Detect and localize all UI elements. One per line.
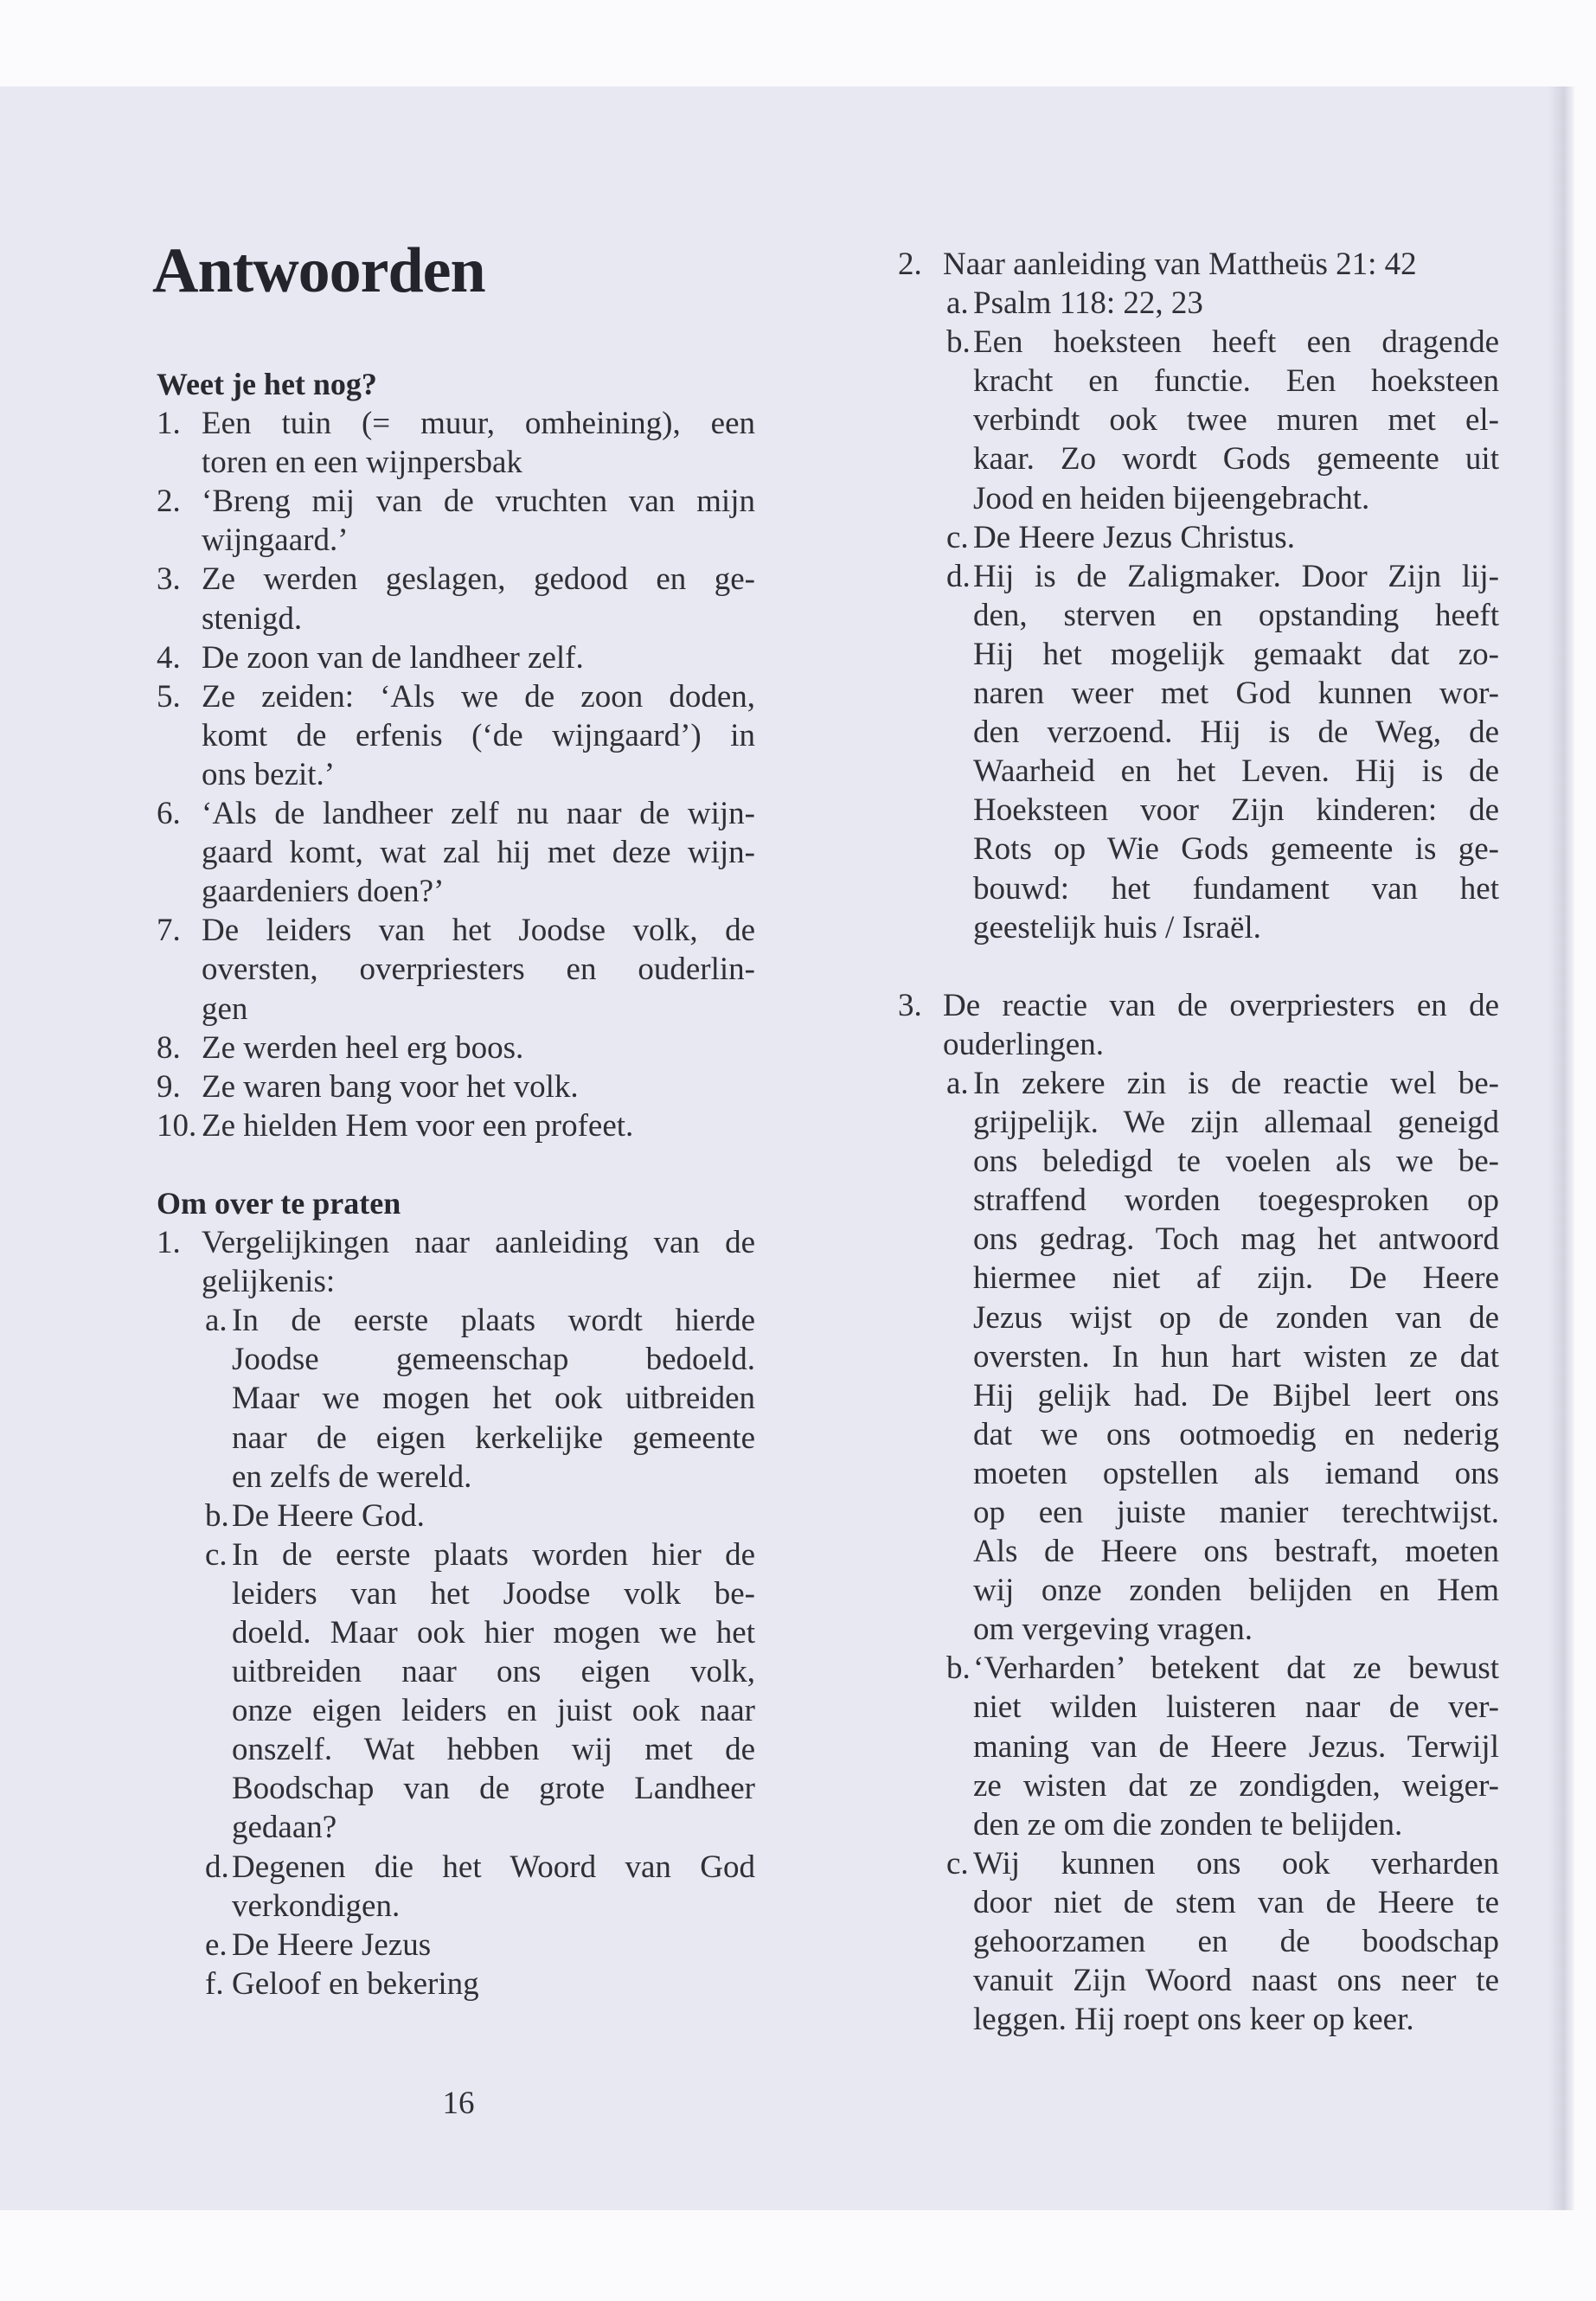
text-line: Joodse gemeenschap bedoeld. <box>232 1342 755 1378</box>
answer-subitem <box>157 1926 755 1965</box>
text-line: naar de eigen kerkelijke gemeente <box>232 1420 755 1456</box>
spacer <box>157 1145 755 1184</box>
text-line: Een hoeksteen heeft een dragende <box>973 324 1499 361</box>
item-marker: a. <box>946 1065 969 1101</box>
text-line: Waarheid en het Leven. Hij is de <box>973 753 1499 790</box>
text-line: kracht en functie. Een hoeksteen <box>973 363 1499 400</box>
text-line: ‘Breng mij van de vruchten van mijn <box>202 484 755 520</box>
text-line: Hij gelijk had. De Bijbel leert ons <box>973 1377 1499 1413</box>
text-line: grijpelijk. We zijn allemaal geneigd <box>973 1105 1499 1141</box>
text-line: hiermee niet af zijn. De Heere <box>973 1260 1499 1297</box>
text-line: ze wisten dat ze zondigden, weiger- <box>973 1767 1499 1804</box>
text-line: De zoon van de landheer zelf. <box>202 639 584 676</box>
text-line: gelijkenis: <box>202 1264 336 1300</box>
answer-item <box>898 986 1499 1064</box>
text-line: onze eigen leiders en juist ook naar <box>232 1693 755 1729</box>
answer-item <box>157 911 755 1028</box>
item-marker: f. <box>205 1965 224 2002</box>
text-line: om vergeving vragen. <box>973 1612 1253 1648</box>
text-line: oversten, overpriesters en ouderlin- <box>202 952 755 988</box>
text-line: vanuit Zijn Woord naast ons neer te <box>973 1963 1499 1999</box>
answer-item <box>157 1067 755 1106</box>
text-line: De Heere God. <box>232 1497 425 1534</box>
text-line: ons gedrag. Toch mag het antwoord <box>973 1221 1499 1258</box>
text-line: Ze werden geslagen, gedood en ge- <box>202 561 755 598</box>
text-line: Vergelijkingen naar aanleiding van de <box>202 1225 755 1261</box>
text-line: Hoeksteen voor Zijn kinderen: de <box>973 792 1499 829</box>
text-line: De leiders van het Joodse volk, de <box>202 913 755 949</box>
text-line: bouwd: het fundament van het <box>973 870 1499 907</box>
text-line: gedaan? <box>232 1810 337 1846</box>
answer-item <box>157 677 755 794</box>
text-line: Ze hielden Hem voor een profeet. <box>202 1107 634 1144</box>
text-line: Wij kunnen ons ook verharden <box>973 1845 1499 1881</box>
text-line: Hij het mogelijk gemaakt dat zo- <box>973 636 1499 672</box>
text-line: toren en een wijnpersbak <box>202 445 522 481</box>
answer-subitem <box>898 323 1499 517</box>
item-marker: e. <box>205 1926 228 1963</box>
text-line: ‘Als de landheer zelf nu naar de wijn- <box>202 796 755 832</box>
item-marker: 5. <box>157 678 181 715</box>
section-heading: Weet je het nog? <box>157 367 377 401</box>
text-line: Rots op Wie Gods gemeente is ge- <box>973 831 1499 868</box>
item-marker: d. <box>205 1849 229 1885</box>
item-marker: 3. <box>898 987 922 1023</box>
text-line: Geloof en bekering <box>232 1965 479 2002</box>
text-line: gaard komt, wat zal hij met deze wijn- <box>202 835 755 871</box>
answer-item <box>157 1223 755 1301</box>
item-marker: a. <box>946 285 969 322</box>
text-line: Boodschap van de grote Landheer <box>232 1771 755 1807</box>
text-line: Maar we mogen het ook uitbreiden <box>232 1381 755 1417</box>
text-line: maning van de Heere Jezus. Terwijl <box>973 1728 1499 1765</box>
page-title: Antwoorden <box>152 235 485 306</box>
item-marker: 6. <box>157 796 181 832</box>
text-line: De reactie van de overpriesters en de <box>943 987 1499 1023</box>
text-line: Ze werden heel erg boos. <box>202 1029 524 1066</box>
text-line: ‘Verharden’ betekent dat ze bewust <box>973 1650 1499 1687</box>
spacer <box>898 947 1499 986</box>
answer-item <box>898 245 1499 284</box>
text-line: verkondigen. <box>232 1888 401 1924</box>
text-line: ouderlingen. <box>943 1026 1104 1062</box>
answer-item <box>157 638 755 677</box>
answer-subitem <box>157 1535 755 1848</box>
text-line: Jood en heiden bijeengebracht. <box>973 480 1370 516</box>
text-line: Ze waren bang voor het volk. <box>202 1068 579 1105</box>
text-line: ons beledigd te voelen als we be- <box>973 1144 1499 1180</box>
section-heading: Om over te praten <box>157 1185 401 1221</box>
text-line: De Heere Jezus Christus. <box>973 519 1295 555</box>
answer-item <box>157 404 755 482</box>
text-line: oversten. In hun hart wisten ze dat <box>973 1338 1499 1375</box>
item-marker: c. <box>946 519 969 555</box>
item-marker: 2. <box>898 247 922 282</box>
answer-subitem <box>157 1965 755 2003</box>
text-line: gehoorzamen en de boodschap <box>973 1924 1499 1960</box>
answer-subitem <box>898 518 1499 557</box>
item-marker: 2. <box>157 484 181 520</box>
text-line: Degenen die het Woord van God <box>232 1849 755 1885</box>
left-column <box>157 365 755 2003</box>
text-line: Jezus wijst op de zonden van de <box>973 1299 1499 1336</box>
item-marker: b. <box>946 1650 971 1687</box>
page-number: 16 <box>442 2086 475 2121</box>
text-line: De Heere Jezus <box>232 1926 432 1963</box>
answer-subitem <box>157 1301 755 1496</box>
text-line: door niet de stem van de Heere te <box>973 1884 1499 1920</box>
text-line: naren weer met God kunnen wor- <box>973 676 1499 712</box>
answer-subitem <box>157 1497 755 1535</box>
item-marker: 1. <box>157 1225 181 1261</box>
text-line: Naar aanleiding van Mattheüs 21: 42 <box>943 247 1417 282</box>
text-line: Ze zeiden: ‘Als we de zoon doden, <box>202 678 755 715</box>
item-marker: c. <box>205 1536 228 1573</box>
item-marker: 9. <box>157 1068 181 1105</box>
answer-item <box>157 560 755 638</box>
item-marker: d. <box>946 558 971 594</box>
text-line: In zekere zin is de reactie wel be- <box>973 1065 1499 1101</box>
answer-subitem <box>898 1064 1499 1649</box>
text-line: In de eerste plaats wordt hierde <box>232 1303 755 1339</box>
answer-item <box>157 794 755 911</box>
answer-item <box>157 1106 755 1145</box>
item-marker: 10. <box>157 1107 197 1144</box>
item-marker: b. <box>946 324 971 361</box>
answer-subitem <box>157 1848 755 1926</box>
answer-subitem <box>898 284 1499 323</box>
answer-subitem <box>898 557 1499 947</box>
text-line: den ze om die zonden te belijden. <box>973 1806 1403 1843</box>
answer-subitem <box>898 1844 1499 2039</box>
item-marker: c. <box>946 1845 969 1881</box>
answer-item <box>157 1029 755 1067</box>
item-marker: a. <box>205 1303 228 1339</box>
item-marker: 4. <box>157 639 181 676</box>
item-marker: 8. <box>157 1029 181 1066</box>
text-line: gaardeniers doen?’ <box>202 874 445 910</box>
text-line: wijngaard.’ <box>202 522 349 559</box>
text-line: geestelijk huis / Israël. <box>973 909 1261 945</box>
text-line: uitbreiden naar ons eigen volk, <box>232 1654 755 1690</box>
text-line: Als de Heere ons bestraft, moeten <box>973 1534 1499 1570</box>
text-line: kaar. Zo wordt Gods gemeente uit <box>973 441 1499 478</box>
text-line: verbindt ook twee muren met el- <box>973 402 1499 439</box>
text-line: komt de erfenis (‘de wijngaard’) in <box>202 717 755 753</box>
text-line: niet wilden luisteren naar de ver- <box>973 1689 1499 1726</box>
item-marker: b. <box>205 1497 229 1534</box>
item-marker: 3. <box>157 561 181 598</box>
text-line: wij onze zonden belijden en Hem <box>973 1573 1499 1609</box>
item-marker: 7. <box>157 913 181 949</box>
text-line: den verzoend. Hij is de Weg, de <box>973 715 1499 751</box>
text-line: gen <box>202 990 248 1027</box>
page-edge-shadow <box>1548 87 1574 2210</box>
text-line: dat we ons ootmoedig en nederig <box>973 1416 1499 1452</box>
text-line: onszelf. Wat hebben wij met de <box>232 1732 755 1768</box>
text-line: leiders van het Joodse volk be- <box>232 1575 755 1612</box>
text-line: op een juiste manier terechtwijst. <box>973 1495 1499 1530</box>
text-line: ons bezit.’ <box>202 756 336 792</box>
text-line: In de eerste plaats worden hier de <box>232 1536 755 1573</box>
text-line: doeld. Maar ook hier mogen we het <box>232 1615 755 1650</box>
text-line: en zelfs de wereld. <box>232 1458 472 1495</box>
text-line: Hij is de Zaligmaker. Door Zijn lij- <box>973 558 1499 594</box>
text-line: stenigd. <box>202 600 303 637</box>
text-line: moeten opstellen als iemand ons <box>973 1455 1499 1491</box>
text-line: den, sterven en opstanding heeft <box>973 597 1499 633</box>
answer-subitem <box>898 1649 1499 1843</box>
item-marker: 1. <box>157 406 181 442</box>
right-column <box>898 245 1499 2039</box>
text-line: Een tuin (= muur, omheining), een <box>202 406 755 442</box>
answer-item <box>157 482 755 560</box>
text-line: straffend worden toegesproken op <box>973 1183 1499 1219</box>
text-line: leggen. Hij roept ons keer op keer. <box>973 2002 1414 2038</box>
text-line: Psalm 118: 22, 23 <box>973 285 1203 322</box>
